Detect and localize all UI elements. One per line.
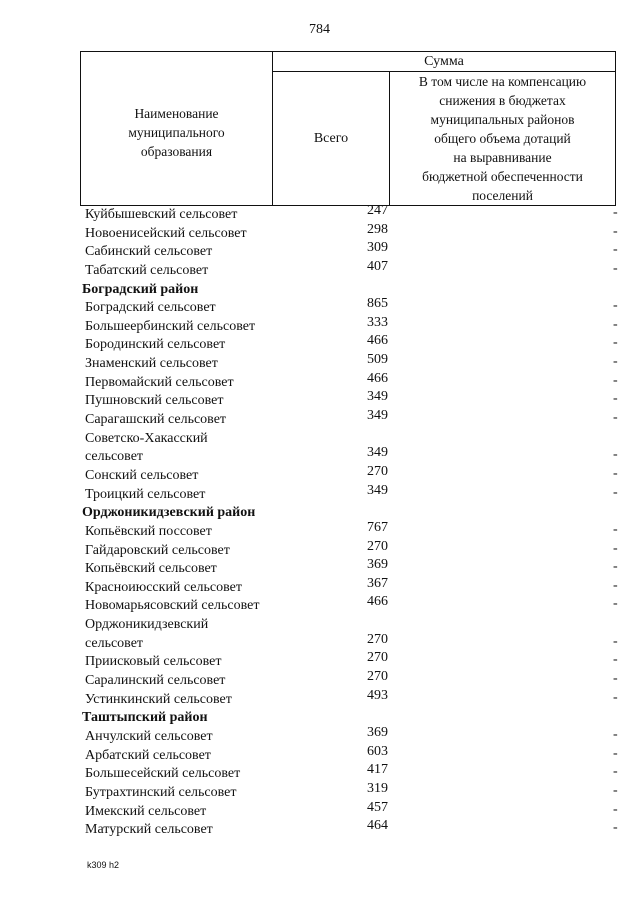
municipality-name: Имекский сельсовет: [85, 803, 207, 819]
table-row: [0, 743, 639, 766]
column-header-compensation: В том числе на компенсацию снижения в бюджетах муниципальных районов общего объема дотаций на выравнивание бюджетной обеспеченности поселений: [418, 74, 587, 203]
municipality-name: Красноиюсский сельсовет: [85, 579, 242, 595]
municipality-name: Табатский сельсовет: [85, 262, 209, 278]
table-row: [0, 780, 639, 803]
municipality-name: Сонский сельсовет: [85, 467, 199, 483]
municipality-name: Первомайский сельсовет: [85, 374, 234, 390]
total-value: 270: [367, 669, 388, 685]
table-row: [0, 430, 639, 449]
table-row: [0, 408, 639, 430]
total-value: 349: [367, 482, 388, 498]
total-value: 407: [367, 258, 388, 274]
municipality-name: Советско-Хакасский: [85, 430, 208, 446]
compensation-value: -: [613, 447, 618, 463]
total-value: 865: [367, 296, 388, 312]
total-value: 319: [367, 780, 388, 796]
municipality-name: Пушновский сельсовет: [85, 393, 224, 409]
table-row: [0, 519, 639, 542]
table-header: [80, 51, 616, 206]
table-body: [0, 203, 639, 840]
compensation-value: -: [613, 633, 618, 649]
compensation-value: -: [613, 484, 618, 500]
municipality-name: Куйбышевский сельсовет: [85, 207, 238, 222]
municipality-name: Копьёвский поссовет: [85, 523, 212, 539]
compensation-value: -: [613, 391, 618, 407]
column-header-name: Наименование муниципального образования: [81, 52, 273, 205]
municipality-name: Бородинский сельсовет: [85, 337, 226, 353]
municipality-name: Орджоникидзевский: [85, 617, 209, 633]
municipality-name: Копьёвский сельсовет: [85, 561, 217, 577]
municipality-name: Саралинский сельсовет: [85, 673, 226, 689]
total-value: 603: [367, 743, 388, 759]
total-value: 417: [367, 762, 388, 778]
municipality-name: Сарагашский сельсовет: [85, 412, 227, 428]
total-value: 270: [367, 650, 388, 666]
total-value: 247: [367, 203, 388, 218]
municipality-name: Знаменский сельсовет: [85, 356, 218, 372]
total-value: 333: [367, 314, 388, 330]
total-value: 349: [367, 445, 388, 461]
compensation-value: -: [613, 298, 618, 314]
table-row: [0, 538, 639, 561]
compensation-value: -: [613, 820, 618, 836]
table-row: [0, 687, 639, 710]
compensation-value: -: [613, 316, 618, 332]
total-value: 466: [367, 370, 388, 386]
compensation-value: -: [613, 410, 618, 426]
total-value: 270: [367, 631, 388, 647]
table-row: [0, 575, 639, 598]
compensation-value: -: [613, 689, 618, 705]
compensation-value: -: [613, 242, 618, 258]
municipality-name: Сабинский сельсовет: [85, 244, 213, 260]
total-value: 493: [367, 687, 388, 703]
section-heading-row: [0, 504, 639, 523]
district-name: Таштыпский район: [82, 710, 208, 726]
column-header-sum: Сумма: [273, 52, 615, 72]
total-value: 466: [367, 594, 388, 610]
total-value: 767: [367, 519, 388, 535]
compensation-value: -: [613, 223, 618, 239]
table-row: [0, 799, 639, 822]
compensation-value: -: [613, 745, 618, 761]
municipality-name: Большесейский сельсовет: [85, 766, 241, 782]
compensation-value: -: [613, 782, 618, 798]
table-row: [0, 463, 639, 486]
municipality-name: Анчулский сельсовет: [85, 728, 213, 744]
compensation-value: -: [613, 764, 618, 780]
table-row: [0, 296, 639, 318]
compensation-value: -: [613, 521, 618, 537]
compensation-value: -: [613, 465, 618, 481]
footer-code: k309 h2: [87, 860, 120, 870]
compensation-value: -: [613, 671, 618, 687]
compensation-value: -: [613, 335, 618, 351]
table-row: [0, 445, 639, 467]
compensation-value: -: [613, 559, 618, 575]
total-value: 369: [367, 724, 388, 740]
municipality-name: Новомарьясовский сельсовет: [85, 598, 260, 614]
municipality-name: Приисковый сельсовет: [85, 654, 222, 670]
municipality-name: сельсовет: [85, 635, 144, 651]
compensation-value: -: [613, 354, 618, 370]
total-value: 349: [367, 408, 388, 424]
table-row: [0, 557, 639, 579]
table-row: [0, 258, 639, 281]
table-row: [0, 352, 639, 374]
compensation-value: -: [613, 260, 618, 276]
total-value: 270: [367, 463, 388, 479]
compensation-value: -: [613, 801, 618, 817]
table-row: [0, 762, 639, 784]
municipality-name: сельсовет: [85, 449, 144, 465]
total-value: 464: [367, 818, 388, 834]
municipality-name: Новоенисейский сельсовет: [85, 225, 247, 241]
page-number: 784: [309, 22, 330, 37]
table-row: [0, 333, 639, 355]
compensation-value: -: [613, 540, 618, 556]
district-name: Орджоникидзевский район: [82, 505, 256, 521]
total-value: 298: [367, 221, 388, 237]
table-row: [0, 370, 639, 393]
municipality-name: Троицкий сельсовет: [85, 486, 206, 502]
compensation-value: -: [613, 205, 618, 220]
compensation-value: -: [613, 726, 618, 742]
column-header-total: Всего: [273, 72, 390, 205]
table-row: [0, 594, 639, 616]
table-row: [0, 669, 639, 691]
table-row: [0, 221, 639, 244]
table-row: [0, 240, 639, 262]
compensation-value: -: [613, 372, 618, 388]
table-row: [0, 818, 639, 840]
compensation-value: -: [613, 596, 618, 612]
total-value: 509: [367, 352, 388, 368]
total-value: 349: [367, 389, 388, 405]
district-name: Боградский район: [82, 281, 199, 297]
total-value: 369: [367, 557, 388, 573]
table-row: [0, 203, 639, 225]
table-row: [0, 616, 639, 635]
total-value: 270: [367, 538, 388, 554]
total-value: 367: [367, 575, 388, 591]
municipality-name: Устинкинский сельсовет: [85, 691, 232, 707]
municipality-name: Арбатский сельсовет: [85, 747, 211, 763]
table-row: [0, 724, 639, 747]
section-heading-row: [0, 709, 639, 728]
total-value: 457: [367, 799, 388, 815]
total-value: 309: [367, 240, 388, 256]
municipality-name: Бутрахтинский сельсовет: [85, 784, 237, 800]
municipality-name: Боградский сельсовет: [85, 300, 216, 316]
table-row: [0, 650, 639, 672]
table-row: [0, 389, 639, 411]
table-row: [0, 482, 639, 505]
table-row: [0, 631, 639, 654]
section-heading-row: [0, 281, 639, 300]
compensation-value: -: [613, 652, 618, 668]
total-value: 466: [367, 333, 388, 349]
municipality-name: Гайдаровский сельсовет: [85, 542, 230, 558]
municipality-name: Матурский сельсовет: [85, 822, 213, 838]
municipality-name: Большеербинский сельсовет: [85, 318, 256, 334]
compensation-value: -: [613, 577, 618, 593]
table-row: [0, 314, 639, 337]
